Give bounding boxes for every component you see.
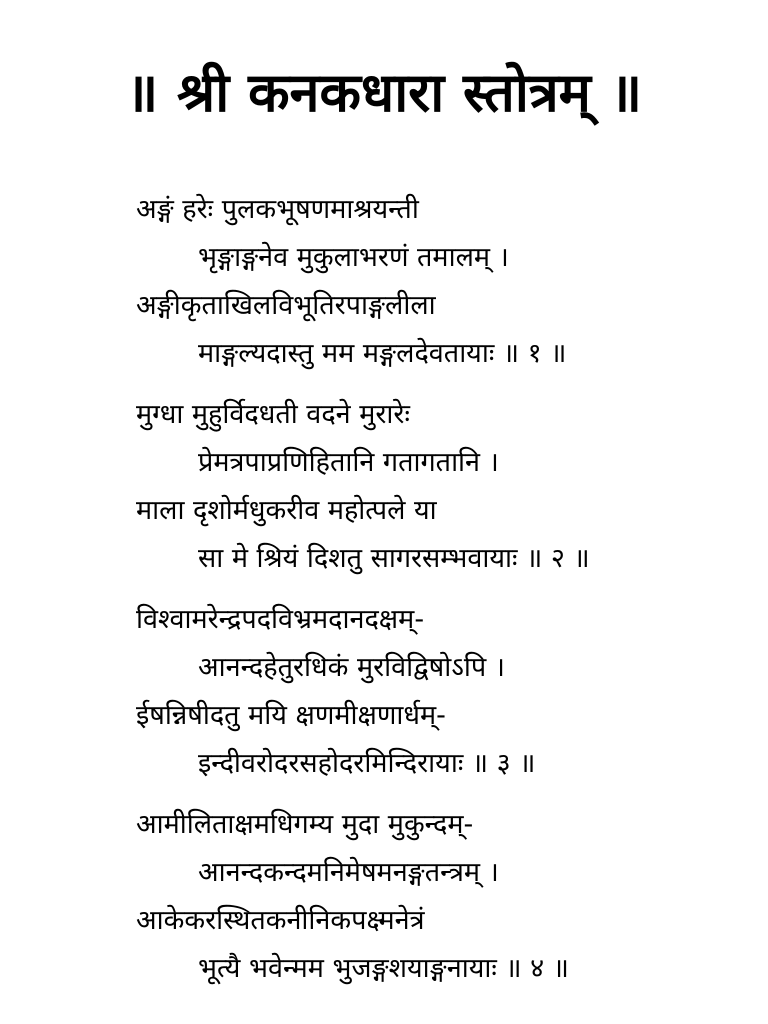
verse-2-line-1: मुग्धा मुहुर्विदधती वदने मुरारेः: [136, 399, 410, 430]
verse-3-line-3: ईषन्निषीदतु मयि क्षणमीक्षणार्धम्-: [136, 700, 446, 731]
verse-4-line-1: आमीलिताक्षमधिगम्य मुदा मुकुन्दम्-: [136, 809, 474, 840]
verse-4-line-3: आकेकरस्थितकनीनिकपक्ष्मनेत्रं: [136, 905, 425, 936]
verse-2-line-3: माला दृशोर्मधुकरीव महोत्पले या: [136, 495, 437, 526]
verse-1-line-2: भृङ्गाङ्गनेव मुकुलाभरणं तमालम् ।: [198, 242, 509, 273]
verse-1-line-3: अङ्गीकृताखिलविभूतिरपाङ्गलीला: [136, 290, 436, 321]
verse-3-line-1: विश्वामरेन्द्रपदविभ्रमदानदक्षम्-: [136, 604, 425, 635]
verse-3-line-2: आनन्दहेतुरधिकं मुरविद्विषोऽपि ।: [198, 652, 506, 683]
verse-3-line-4: इन्दीवरोदरसहोदरमिन्दिरायाः ॥ ३ ॥: [198, 748, 536, 779]
verse-2-line-2: प्रेमत्रपाप्रणिहितानि गतागतानि ।: [198, 447, 499, 478]
verse-2-line-4: सा मे श्रियं दिशतु सागरसम्भवायाः ॥ २ ॥: [198, 543, 590, 574]
verse-4-line-4: भूत्यै भवेन्मम भुजङ्गशयाङ्गनायाः ॥ ४ ॥: [198, 953, 569, 984]
verse-4-line-2: आनन्दकन्दमनिमेषमनङ्गतन्त्रम् ।: [198, 857, 499, 888]
page-title: ॥ श्री कनकधारा स्तोत्रम् ॥: [125, 61, 643, 124]
verse-1-line-4: माङ्गल्यदास्तु मम मङ्गलदेवतायाः ॥ १ ॥: [198, 338, 567, 369]
verse-1-line-1: अङ्गं हरेः पुलकभूषणमाश्रयन्ती: [136, 194, 419, 225]
